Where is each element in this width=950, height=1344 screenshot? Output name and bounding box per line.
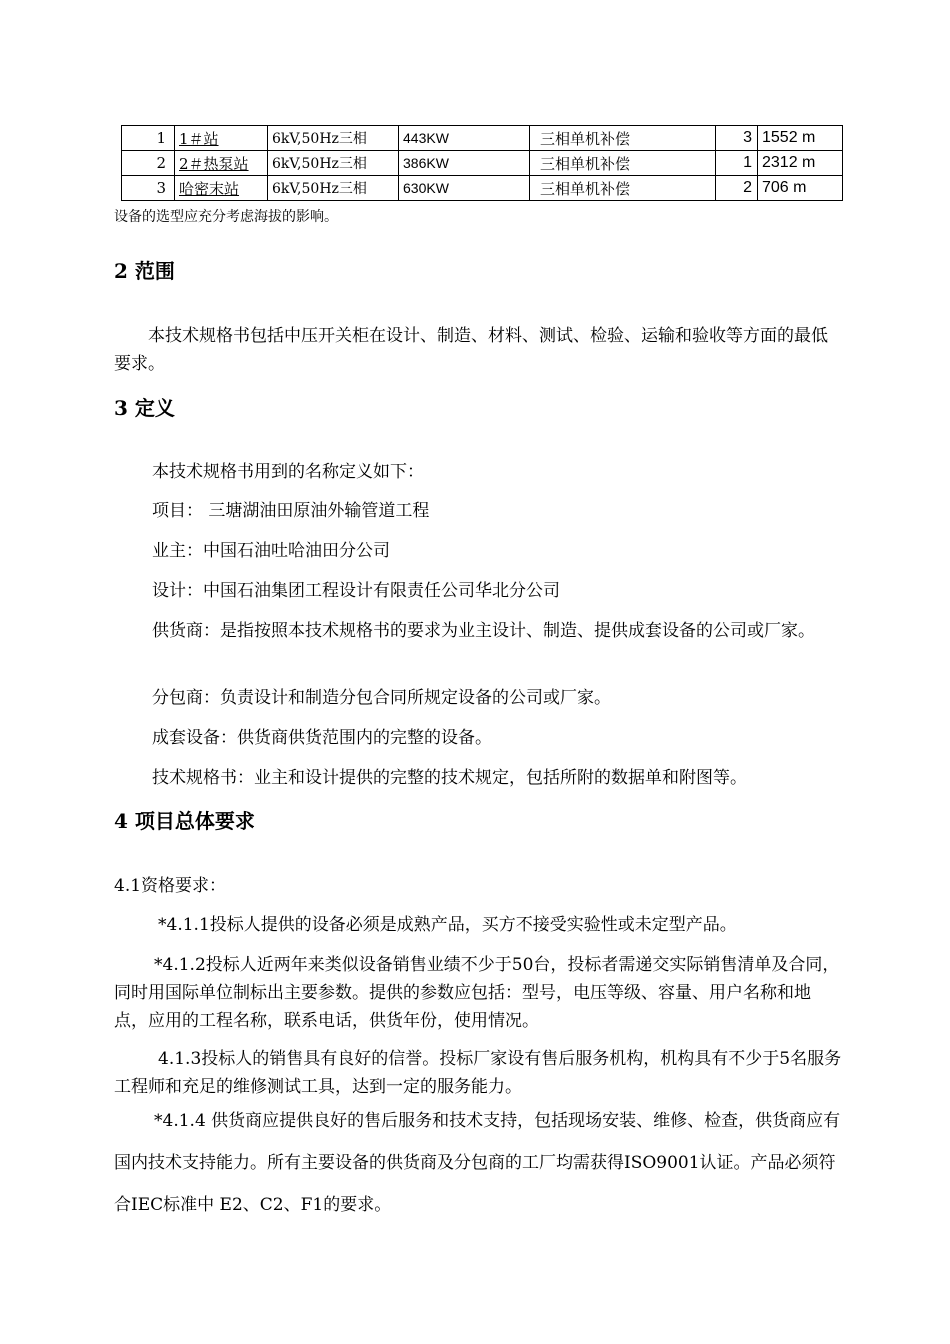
station-name: 1＃站 — [175, 126, 268, 151]
section-heading-requirements: 4 项目总体要求 — [114, 809, 255, 833]
compensation: 三相单机补偿 — [530, 176, 716, 201]
row-number: 2 — [122, 151, 175, 176]
quantity: 3 — [716, 126, 758, 151]
station-name: 2＃热泵站 — [175, 151, 268, 176]
power: 630KW — [399, 176, 530, 201]
definition-owner: 业主：中国石油吐哈油田分公司 — [152, 541, 390, 561]
definition-spec: 技术规格书：业主和设计提供的完整的技术规定，包括所附的数据单和附图等。 — [152, 768, 747, 788]
row-number: 3 — [122, 176, 175, 201]
definition-complete-equipment: 成套设备：供货商供货范围内的完整的设备。 — [152, 728, 492, 748]
definition-subcontractor: 分包商：负责设计和制造分包合同所规定设备的公司或厂家。 — [152, 688, 611, 708]
table-row — [122, 176, 843, 201]
length: 1552 m — [758, 126, 843, 151]
altitude-note: 设备的选型应充分考虑海拔的影响。 — [114, 209, 338, 225]
requirement-4-1-1: *4.1.1投标人提供的设备必须是成熟产品，买方不接受实验性或未定型产品。 — [158, 915, 737, 935]
power: 386KW — [399, 151, 530, 176]
compensation: 三相单机补偿 — [530, 151, 716, 176]
voltage: 6kV,50Hz三相 — [268, 151, 399, 176]
section-heading-definitions: 3 定义 — [114, 396, 175, 420]
station-name: 哈密末站 — [175, 176, 268, 201]
quantity: 1 — [716, 151, 758, 176]
length: 706 m — [758, 176, 843, 201]
table-row — [122, 126, 843, 151]
voltage: 6kV,50Hz三相 — [268, 176, 399, 201]
power: 443KW — [399, 126, 530, 151]
requirement-4-1-2: *4.1.2投标人近两年来类似设备销售业绩不少于50台，投标者需递交实际销售清单及合同，同时用国际单位制标出主要参数。提供的参数应包括：型号，电压等级、容量、用户名称和地点，应用的工程名称，联系电话，供货年份，使用情况。 — [114, 955, 840, 1031]
scope-paragraph: 本技术规格书包括中压开关柜在设计、制造、材料、测试、检验、运输和验收等方面的最低要求。 — [114, 326, 828, 374]
definition-supplier: 供货商：是指按照本技术规格书的要求为业主设计、制造、提供成套设备的公司或厂家。 — [152, 621, 815, 641]
requirement-4-1-4: *4.1.4 供货商应提供良好的售后服务和技术支持，包括现场安装、维修、检查，供货商应有国内技术支持能力。所有主要设备的供货商及分包商的工厂均需获得ISO9001认证。产品必须符合IEC标准中 E2、C2、F1的要求。 — [114, 1111, 841, 1215]
definitions-intro: 本技术规格书用到的名称定义如下： — [152, 462, 424, 482]
definition-design: 设计：中国石油集团工程设计有限责任公司华北分公司 — [152, 581, 560, 601]
definition-project: 项目： 三塘湖油田原油外输管道工程 — [152, 501, 430, 521]
table-row — [122, 151, 843, 176]
row-number: 1 — [122, 126, 175, 151]
section-heading-scope: 2 范围 — [114, 259, 175, 283]
voltage: 6kV,50Hz三相 — [268, 126, 399, 151]
compensation: 三相单机补偿 — [530, 126, 716, 151]
qualification-heading: 4.1资格要求： — [114, 876, 227, 896]
requirement-4-1-3: 4.1.3投标人的销售具有良好的信誉。投标厂家设有售后服务机构，机构具有不少于5名服务工程师和充足的维修测试工具，达到一定的服务能力。 — [114, 1049, 842, 1097]
stations-table — [121, 125, 843, 201]
length: 2312 m — [758, 151, 843, 176]
quantity: 2 — [716, 176, 758, 201]
